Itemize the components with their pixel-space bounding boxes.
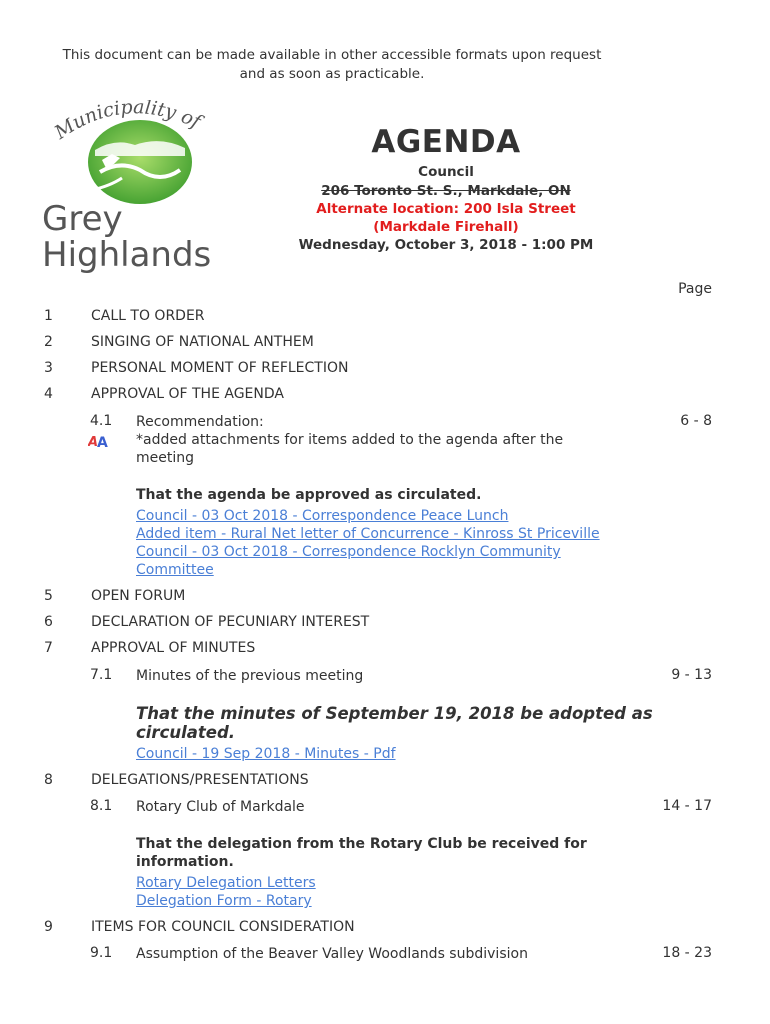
recommendation-text: That the delegation from the Rotary Club be received for bbox=[136, 836, 587, 852]
subitem-title: Minutes of the previous meeting bbox=[136, 668, 364, 684]
subitem-title: Assumption of the Beaver Valley Woodlands subdivision bbox=[136, 946, 528, 962]
subitem-number: 7.1 bbox=[90, 667, 113, 683]
subitem-note: *added attachments for items added to the agenda after the bbox=[136, 432, 564, 448]
item-number: 4 bbox=[44, 386, 53, 402]
meeting-date: Wednesday, October 3, 2018 - 1:00 PM bbox=[298, 237, 594, 253]
page-range: 18 - 23 bbox=[662, 945, 712, 961]
item-title: APPROVAL OF THE AGENDA bbox=[91, 386, 284, 402]
item-number: 1 bbox=[44, 308, 53, 324]
attachment-link[interactable]: Added item - Rural Net letter of Concurrence - Kinross St Priceville bbox=[136, 526, 600, 542]
page-range: 14 - 17 bbox=[662, 798, 712, 814]
item-number: 9 bbox=[44, 919, 53, 935]
accessibility-notice bbox=[0, 46, 664, 84]
attachment-link[interactable]: Council - 19 Sep 2018 - Minutes - Pdf bbox=[136, 746, 396, 762]
recommendation-text: That the minutes of September 19, 2018 be adopted as bbox=[136, 704, 653, 723]
recommendation-text-cont: circulated. bbox=[136, 723, 236, 742]
notice-line-2: and as soon as practicable. bbox=[239, 66, 425, 82]
subitem-number: 8.1 bbox=[90, 798, 113, 814]
svg-text:A: A bbox=[97, 435, 108, 450]
meeting-body: Council bbox=[418, 164, 474, 180]
page-column-label: Page bbox=[678, 281, 712, 297]
subitem-number: 4.1 bbox=[90, 413, 113, 429]
item-number: 7 bbox=[44, 640, 53, 656]
attachment-link[interactable]: Council - 03 Oct 2018 - Correspondence Peace Lunch bbox=[136, 508, 509, 524]
attachment-link[interactable]: Delegation Form - Rotary bbox=[136, 893, 312, 909]
notice-line-1: This document can be made available in other accessible formats upon request bbox=[62, 47, 602, 63]
subitem-title: Rotary Club of Markdale bbox=[136, 799, 305, 815]
item-title: PERSONAL MOMENT OF REFLECTION bbox=[91, 360, 349, 376]
page-range: 9 - 13 bbox=[671, 667, 712, 683]
alternate-location: Alternate location: 200 Isla Street bbox=[316, 201, 576, 217]
grey-highlands-logo bbox=[40, 100, 240, 280]
item-title: OPEN FORUM bbox=[91, 588, 186, 604]
attachment-link[interactable]: Rotary Delegation Letters bbox=[136, 875, 316, 891]
item-title: CALL TO ORDER bbox=[91, 308, 205, 324]
item-number: 8 bbox=[44, 772, 53, 788]
item-title: APPROVAL OF MINUTES bbox=[91, 640, 256, 656]
attachment-link-cont[interactable]: Committee bbox=[136, 562, 214, 578]
agenda-title: AGENDA bbox=[371, 124, 521, 160]
item-title: DELEGATIONS/PRESENTATIONS bbox=[91, 772, 309, 788]
subitem-title: Recommendation: bbox=[136, 414, 264, 430]
item-title: ITEMS FOR COUNCIL CONSIDERATION bbox=[91, 919, 355, 935]
svg-text:A: A bbox=[88, 435, 99, 450]
item-number: 6 bbox=[44, 614, 53, 630]
logo-municipality-text: Municipality of bbox=[50, 100, 205, 144]
logo-name-line1: Grey bbox=[42, 199, 123, 239]
recommendation-text-cont: information. bbox=[136, 854, 234, 870]
subitem-number: 9.1 bbox=[90, 945, 113, 961]
recommendation-text: That the agenda be approved as circulated. bbox=[136, 487, 482, 503]
item-number: 3 bbox=[44, 360, 53, 376]
attachment-link[interactable]: Council - 03 Oct 2018 - Correspondence Rocklyn Community bbox=[136, 544, 561, 560]
item-title: DECLARATION OF PECUNIARY INTEREST bbox=[91, 614, 370, 630]
alternate-location-venue: (Markdale Firehall) bbox=[373, 219, 519, 235]
subitem-note-cont: meeting bbox=[136, 450, 195, 466]
struck-address: 206 Toronto St. S., Markdale, ON bbox=[321, 183, 571, 199]
item-number: 2 bbox=[44, 334, 53, 350]
item-number: 5 bbox=[44, 588, 53, 604]
amended-item-icon bbox=[88, 430, 112, 450]
logo-name-line2: Highlands bbox=[42, 235, 212, 275]
item-title: SINGING OF NATIONAL ANTHEM bbox=[91, 334, 314, 350]
page-range: 6 - 8 bbox=[680, 413, 712, 429]
